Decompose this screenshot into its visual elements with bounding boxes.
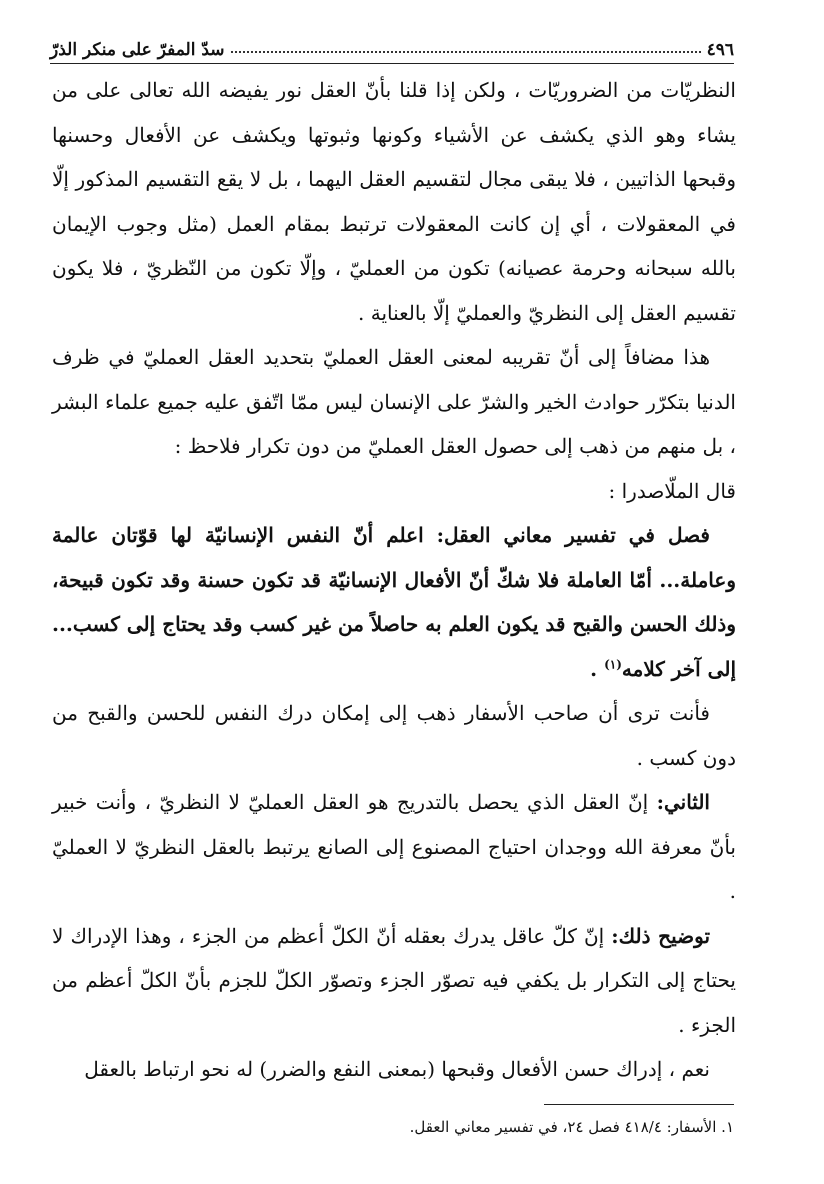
header-dot-leader (231, 50, 701, 53)
running-header (50, 32, 734, 64)
paragraph-1-text: النظريّات من الضروريّات ، ولكن إذا قلنا بأنّ العقل نور يفيضه الله تعالى على من يشاء وهو الذي يكشف عن الأشياء وكونها وثبوتها ويكشف عن الأفعال وحسنها وقبحها الذاتيين ، فلا يبقى مجال لتقسيم العقل اليهما ، بل لا يقع التقسيم المذكور إلّا في المعقولات ، أي إن كانت المعقولات ترتبط بمقام العمل (مثل وجوب الإيمان بالله سبحانه وحرمة عصيانه) تكون من العمليّ ، وإلّا تكون من النّظريّ ، فلا يكون تقسيم العقل إلى النظريّ والعمليّ إلّا بالعناية . (52, 78, 736, 325)
block-quote: فصل في تفسير معاني العقل: اعلم أنّ النفس الإنسانيّة لها قوّتان عالمة وعاملة... أمّا العاملة فلا شكّ أنّ الأفعال الإنسانيّة قد تكون حسنة وقد تكون قبيحة، وذلك الحسن والقبح قد يكون العلم به حاصلاً من غير كسب وقد يحتاج إلى كسب... إلى آخر كلامه$^{(١)}$ . (52, 523, 736, 681)
footnote (52, 1118, 734, 1136)
quote-intro (52, 469, 736, 514)
paragraph-4-text: فأنت ترى أن صاحب الأسفار ذهب إلى إمكان درك النفس للحسن والقبح من دون كسب . (52, 701, 736, 770)
paragraph-6-text: إنّ كلّ عاقل يدرك بعقله أنّ الكلّ أعظم من الجزء ، وهذا الإدراك لا يحتاج إلى التكرار بل يكفي فيه تصوّر الجزء وتصوّر الكلّ للجزم بأنّ الكلّ أعظم من الجزء . (52, 923, 736, 1037)
footnote-text: ١. الأسفار: ٤١٨/٤ فصل ٢٤، في تفسير معاني العقل. (409, 1118, 734, 1136)
paragraph-6 (52, 914, 736, 1048)
paragraph-5 (52, 780, 736, 914)
page-body (52, 68, 736, 1092)
footnote-ref[interactable]: (١) (604, 656, 622, 671)
paragraph-6-lead: توضيح ذلك: (611, 923, 711, 948)
paragraph-4 (52, 691, 736, 780)
paragraph-2 (52, 335, 736, 469)
block-quote-text: فصل في تفسير معاني العقل: اعلم أنّ النفس الإنسانيّة لها قوّتان عالمة وعاملة... أمّا العاملة فلا شكّ أنّ الأفعال الإنسانيّة قد تكون حسنة وقد تكون قبيحة، وذلك الحسن والقبح قد يكون العلم به حاصلاً من غير كسب وقد يحتاج إلى كسب... إلى آخر كلامه (52, 523, 736, 681)
paragraph-5-lead: الثاني: (656, 790, 710, 814)
paragraph-2-text: هذا مضافاً إلى أنّ تقريبه لمعنى العقل العمليّ بتحديد العقل العمليّ في ظرف الدنيا بتكرّر حوادث الخير والشرّ على الإنسان ليس ممّا اتّفق عليه جميع علماء البشر ، بل منهم من ذهب إلى حصول العقل العمليّ من دون تكرار فلاحظ : (52, 345, 736, 458)
running-title: سدّ المفرّ على منكر الذرّ (50, 40, 225, 60)
paragraph-7 (52, 1047, 736, 1092)
paragraph-1 (52, 68, 736, 335)
footnote-divider (544, 1104, 734, 1105)
quote-intro-text: قال الملّاصدرا : (608, 478, 736, 503)
paragraph-5-text: إنّ العقل الذي يحصل بالتدريج هو العقل العمليّ لا النظريّ ، وأنت خبير بأنّ معرفة الله ووجدان احتياج المصنوع إلى الصانع يرتبط بالعقل النظريّ لا العمليّ . (52, 790, 736, 903)
page-number: ٤٩٦ (706, 40, 734, 60)
paragraph-7-text: نعم ، إدراك حسن الأفعال وقبحها (بمعنى النفع والضرر) له نحو ارتباط بالعقل (84, 1057, 710, 1081)
